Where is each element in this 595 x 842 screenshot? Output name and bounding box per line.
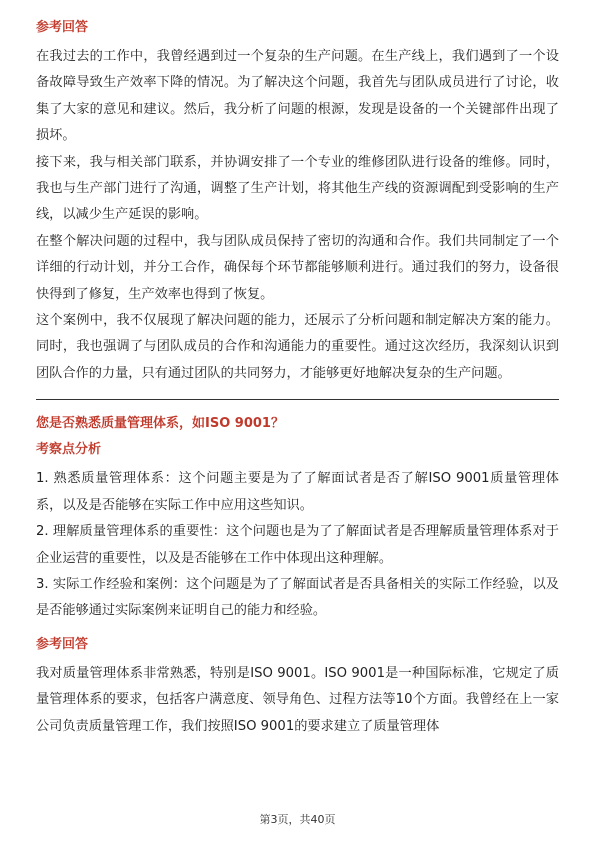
reference-answer-heading: 参考回答	[36, 636, 89, 652]
answer-paragraph: 这个案例中，我不仅展现了解决问题的能力，还展示了分析问题和制定解决方案的能力。同时，我也强调了与团队成员的合作和沟通能力的重要性。通过这次经历，我深刻认识到团队合作的力量，只有通过团队的共同努力，才能够更好地解决复杂的生产问题。	[36, 313, 559, 381]
question-title: 您是否熟悉质量管理体系，如ISO 9001？	[36, 416, 284, 432]
answer-paragraph: 在我过去的工作中，我曾经遇到过一个复杂的生产问题。在生产线上，我们遇到了一个设备故障导致生产效率下降的情况。为了解决这个问题，我首先与团队成员进行了讨论，收集了大家的意见和建议。然后，我分析了问题的根源，发现是设备的一个关键部件出现了损坏。	[36, 49, 559, 144]
analysis-item: 2. 理解质量管理体系的重要性：这个问题也是为了了解面试者是否理解质量管理体系对于企业运营的重要性，以及是否能够在工作中体现出这种理解。	[36, 524, 559, 566]
reference-answer-heading: 参考回答	[36, 20, 89, 35]
document-page	[36, 18, 559, 740]
analysis-item: 3. 实际工作经验和案例：这个问题是为了了解面试者是否具备相关的实际工作经验，以及是否能够通过实际案例来证明自己的能力和经验。	[36, 576, 559, 619]
section-divider	[36, 399, 559, 400]
answer-section-1	[36, 18, 559, 387]
answer-paragraph: 我对质量管理体系非常熟悉，特别是ISO 9001。ISO 9001是一种国际标准，它规定了质量管理体系的要求，包括客户满意度、领导角色、过程方法等10个方面。我曾经在上一家公司负责质量管理工作，我们按照ISO 9001的要求建立了质量管理体	[36, 665, 559, 734]
answer-paragraph: 在整个解决问题的过程中，我与团队成员保持了密切的沟通和合作。我们共同制定了一个详细的行动计划，并分工合作，确保每个环节都能够顺利进行。通过我们的努力，设备很快得到了修复，生产效率也得到了恢复。	[36, 233, 559, 302]
answer-paragraph: 接下来，我与相关部门联系，并协调安排了一个专业的维修团队进行设备的维修。同时，我也与生产部门进行了沟通，调整了生产计划，将其他生产线的资源调配到受影响的生产线，以减少生产延误的影响。	[36, 154, 559, 223]
analysis-item: 1. 熟悉质量管理体系：这个问题主要是为了了解面试者是否了解ISO 9001质量管理体系，以及是否能够在实际工作中应用这些知识。	[36, 471, 559, 513]
page-number: 第3页，共40页	[259, 813, 336, 826]
question-section-2	[36, 414, 559, 740]
analysis-heading: 考察点分析	[36, 442, 102, 458]
